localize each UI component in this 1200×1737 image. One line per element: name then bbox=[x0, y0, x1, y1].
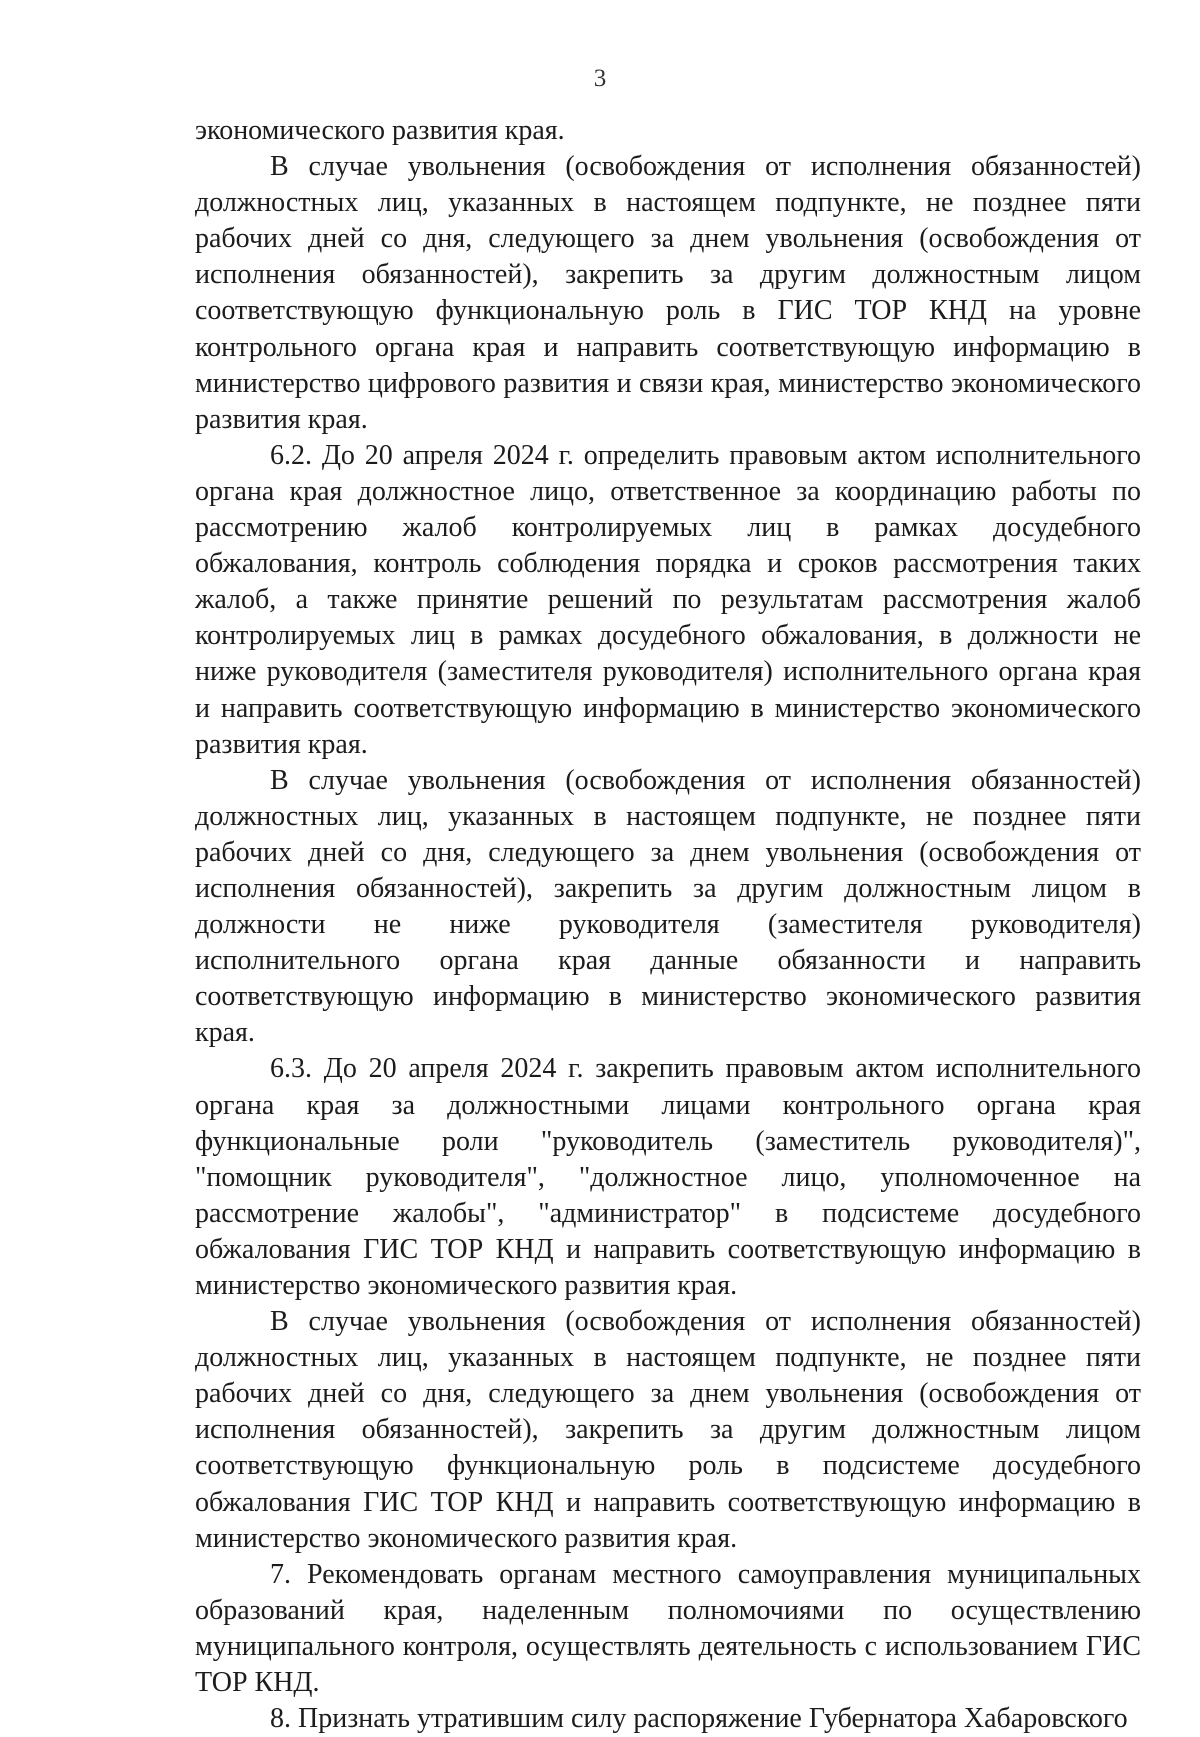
paragraph-dismissal-6-3: В случае увольнения (освобождения от исполнения обязанностей) должностных лиц, указанных в настоящем подпункте, не позднее пяти рабочих дней со дня, следующего за днем увольнения (освобождения от исполнения обязанностей), закрепить за другим должностным лицом соответствующую функциональную роль в подсистеме досудебного обжалования ГИС ТОР КНД и направить соответствующую информацию в министерство экономического развития края. bbox=[195, 1306, 1141, 1554]
page-number: 3 bbox=[593, 65, 607, 92]
paragraph-7: 7. Рекомендовать органам местного самоуправления муниципальных образований края, наделенным полномочиями по осуществлению муниципального контроля, осуществлять деятельность с использованием ГИС ТОР КНД. bbox=[195, 1558, 1141, 1699]
paragraph-continuation: экономического развития края. bbox=[195, 115, 565, 146]
document-body bbox=[195, 113, 1141, 1737]
paragraph-6-3: 6.3. До 20 апреля 2024 г. закрепить правовым актом исполнительного органа края за должностными лицами контрольного органа края функциональные роли "руководитель (заместитель руководителя)", "помощник руководителя", "должностное лицо, уполномоченное на рассмотрение жалобы", "администратор" в подсистеме досудебного обжалования ГИС ТОР КНД и направить соответствующую информацию в министерство экономического развития края. bbox=[195, 1053, 1141, 1301]
paragraph-dismissal-6-1: В случае увольнения (освобождения от исполнения обязанностей) должностных лиц, указанных в настоящем подпункте, не позднее пяти рабочих дней со дня, следующего за днем увольнения (освобождения от исполнения обязанностей), закрепить за другим должностным лицом соответствующую функциональную роль в ГИС ТОР КНД на уровне контрольного органа края и направить соответствующую информацию в министерство цифрового развития и связи края, министерство экономического развития края. bbox=[195, 151, 1141, 435]
paragraph-6-2: 6.2. До 20 апреля 2024 г. определить правовым актом исполнительного органа края должностное лицо, ответственное за координацию работы по рассмотрению жалоб контролируемых лиц в рамках досудебного обжалования, контроль соблюдения порядка и сроков рассмотрения таких жалоб, а также принятие решений по результатам рассмотрения жалоб контролируемых лиц в рамках досудебного обжалования, в должности не ниже руководителя (заместителя руководителя) исполнительного органа края и направить соответствующую информацию в министерство экономического развития края. bbox=[195, 439, 1141, 760]
paragraph-dismissal-6-2: В случае увольнения (освобождения от исполнения обязанностей) должностных лиц, указанных в настоящем подпункте, не позднее пяти рабочих дней со дня, следующего за днем увольнения (освобождения от исполнения обязанностей), закрепить за другим должностным лицом в должности не ниже руководителя (заместителя руководителя) исполнительного органа края данные обязанности и направить соответствующую информацию в министерство экономического развития края. bbox=[195, 764, 1141, 1049]
paragraph-8: 8. Признать утратившим силу распоряжение Губернатора Хабаровского bbox=[270, 1703, 1128, 1735]
